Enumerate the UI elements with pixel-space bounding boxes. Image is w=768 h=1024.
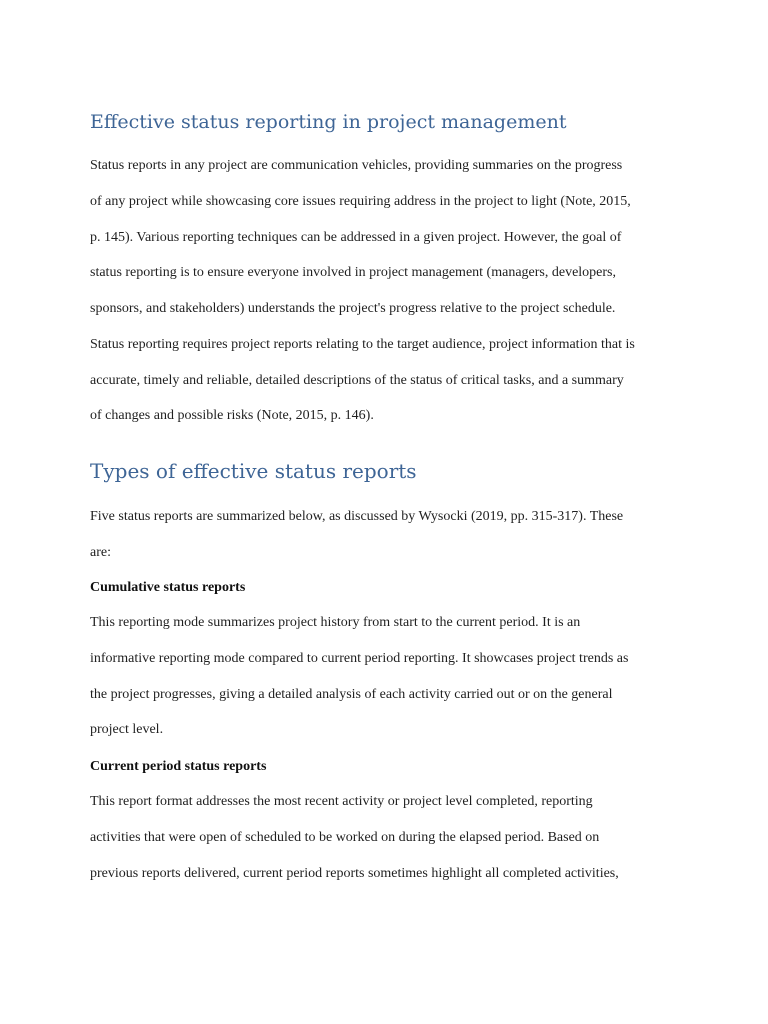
paragraph-line: informative reporting mode compared to current period reporting. It showcases project trends as <box>90 651 629 666</box>
paragraph-line: Status reporting requires project reports relating to the target audience, project information that is <box>90 337 635 352</box>
subheading-cumulative-status-reports: Cumulative status reports <box>90 580 246 595</box>
paragraph-line: of changes and possible risks (Note, 2015, p. 146). <box>90 408 374 423</box>
paragraph-line: sponsors, and stakeholders) understands the project's progress relative to the project schedule. <box>90 301 616 316</box>
paragraph-line: accurate, timely and reliable, detailed descriptions of the status of critical tasks, and a summary <box>90 373 624 388</box>
paragraph-line: activities that were open of scheduled to be worked on during the elapsed period. Based on <box>90 830 600 845</box>
paragraph-line: are: <box>90 545 111 560</box>
paragraph-line: the project progresses, giving a detailed analysis of each activity carried out or on the general <box>90 687 613 702</box>
paragraph-line: Status reports in any project are communication vehicles, providing summaries on the progress <box>90 158 623 173</box>
paragraph-line: status reporting is to ensure everyone involved in project management (managers, developers, <box>90 265 616 280</box>
paragraph-line: previous reports delivered, current period reports sometimes highlight all completed activities, <box>90 866 619 881</box>
paragraph-line: of any project while showcasing core issues requiring address in the project to light (Note, 2015, <box>90 194 631 209</box>
subheading-current-period-status-reports: Current period status reports <box>90 759 267 774</box>
paragraph-line: p. 145). Various reporting techniques can be addressed in a given project. However, the goal of <box>90 230 622 245</box>
section-heading-effective-status-reporting: Effective status reporting in project management <box>90 111 567 133</box>
paragraph-line: This report format addresses the most recent activity or project level completed, reporting <box>90 794 593 809</box>
paragraph-line: project level. <box>90 722 164 737</box>
paragraph-line: This reporting mode summarizes project history from start to the current period. It is an <box>90 615 581 630</box>
section-heading-types-of-status-reports: Types of effective status reports <box>90 459 417 483</box>
paragraph-line: Five status reports are summarized below, as discussed by Wysocki (2019, pp. 315-317). These <box>90 509 624 524</box>
